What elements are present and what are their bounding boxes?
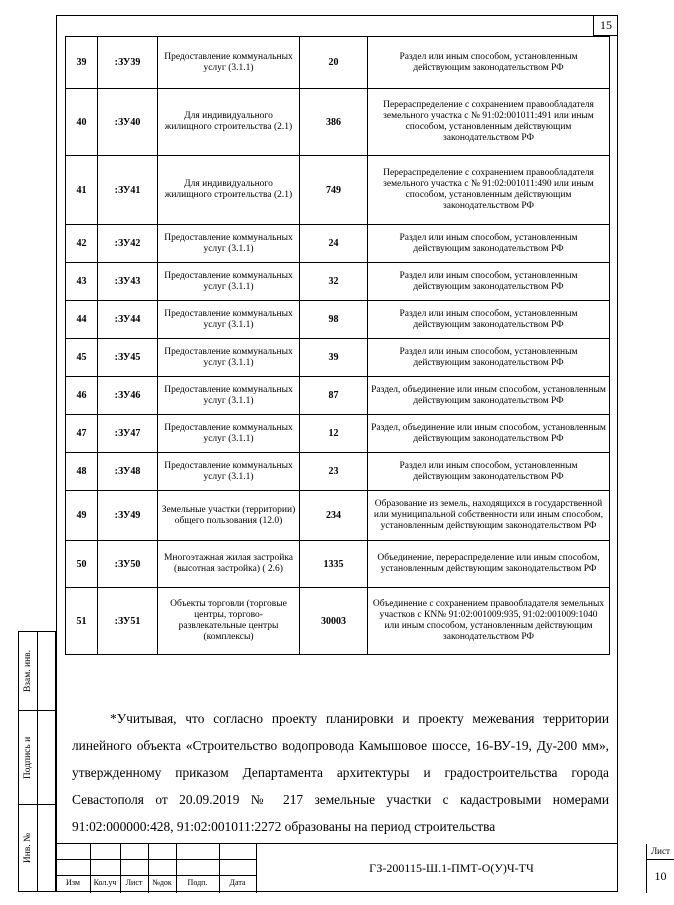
- permitted-use: Предоставление коммунальных услуг (3.1.1): [158, 377, 300, 415]
- formation-method: Раздел, объединение или иным способом, установленным действующим законодательством РФ: [368, 377, 610, 415]
- table-row: [66, 491, 610, 541]
- tb-col-koluch: Кол.уч: [93, 878, 117, 887]
- plot-area: 98: [300, 301, 368, 339]
- permitted-use: Объекты торговли (торговые центры, торгово-развлекательные центры (комплексы): [158, 588, 300, 655]
- row-number: 50: [66, 541, 98, 588]
- plot-code: :ЗУ42: [98, 225, 158, 263]
- table-row: [66, 37, 610, 89]
- permitted-use: Предоставление коммунальных услуг (3.1.1): [158, 263, 300, 301]
- permitted-use: Предоставление коммунальных услуг (3.1.1): [158, 339, 300, 377]
- note-paragraph: [72, 705, 609, 840]
- side-stamp-inv: [18, 805, 56, 892]
- sheet-number: 10: [654, 869, 667, 883]
- land-plots-table: [65, 36, 610, 655]
- formation-method: Перераспределение с сохранением правообладателя земельного участка с № 91:02:001011:491 или иным способом, установленным действующим законодательством РФ: [368, 89, 610, 156]
- row-number: 45: [66, 339, 98, 377]
- table-row: [66, 301, 610, 339]
- plot-code: :ЗУ45: [98, 339, 158, 377]
- plot-code: :ЗУ39: [98, 37, 158, 89]
- plot-code: :ЗУ46: [98, 377, 158, 415]
- permitted-use: Предоставление коммунальных услуг (3.1.1): [158, 37, 300, 89]
- tb-col-data: Дата: [229, 878, 246, 887]
- plot-area: 39: [300, 339, 368, 377]
- title-block: [56, 843, 670, 892]
- tb-col-list: Лист: [125, 878, 143, 887]
- permitted-use: Для индивидуального жилищного строительства (2.1): [158, 89, 300, 156]
- permitted-use: Для индивидуального жилищного строительства (2.1): [158, 156, 300, 225]
- side-label-vzam: Взам. инв.: [23, 649, 34, 693]
- plot-area: 23: [300, 453, 368, 491]
- formation-method: Образование из земель, находящихся в государственной или муниципальной собственности или иным способом, установленным действующим законодательством РФ: [368, 491, 610, 541]
- table-row: [66, 377, 610, 415]
- row-number: 42: [66, 225, 98, 263]
- plot-area: 24: [300, 225, 368, 263]
- plot-area: 12: [300, 415, 368, 453]
- note-text: *Учитывая, что согласно проекту планировки и проекту межевания территории линейного объекта «Строительство водопровода Камышовое шоссе, 16-ВУ-19, Ду-200 мм», утвержденному приказом Департамента архитектуры и градостроительства города Севастополя от 20.09.2019 № 217 земельные участки с кадастровыми номерами 91:02:000000:428, 91:02:001011:2272 образованы на период строительства: [72, 711, 609, 834]
- row-number: 51: [66, 588, 98, 655]
- table-row: [66, 225, 610, 263]
- row-number: 47: [66, 415, 98, 453]
- formation-method: Раздел, объединение или иным способом, установленным действующим законодательством РФ: [368, 415, 610, 453]
- page-number-top: 15: [593, 15, 618, 36]
- plot-code: :ЗУ44: [98, 301, 158, 339]
- formation-method: Раздел или иным способом, установленным действующим законодательством РФ: [368, 37, 610, 89]
- plot-code: :ЗУ43: [98, 263, 158, 301]
- row-number: 39: [66, 37, 98, 89]
- plot-area: 749: [300, 156, 368, 225]
- permitted-use: Земельные участки (территории) общего пользования (12.0): [158, 491, 300, 541]
- plot-code: :ЗУ47: [98, 415, 158, 453]
- formation-method: Раздел или иным способом, установленным действующим законодательством РФ: [368, 301, 610, 339]
- plot-code: :ЗУ49: [98, 491, 158, 541]
- tb-col-izm: Изм: [66, 878, 80, 887]
- formation-method: Объединение, перераспределение или иным способом, установленным действующим законодательством РФ: [368, 541, 610, 588]
- plot-area: 1335: [300, 541, 368, 588]
- side-label-inv: Инв. №: [23, 832, 33, 864]
- table-row: [66, 415, 610, 453]
- permitted-use: Многоэтажная жилая застройка (высотная застройка) ( 2.6): [158, 541, 300, 588]
- formation-method: Перераспределение с сохранением правообладателя земельного участка с № 91:02:001011:490 или иным способом, установленным действующим законодательством РФ: [368, 156, 610, 225]
- plot-area: 30003: [300, 588, 368, 655]
- plot-area: 87: [300, 377, 368, 415]
- side-stamp-vzam: [18, 631, 56, 711]
- plot-code: :ЗУ41: [98, 156, 158, 225]
- sheet-box: [646, 844, 674, 893]
- row-number: 48: [66, 453, 98, 491]
- plot-area: 386: [300, 89, 368, 156]
- row-number: 43: [66, 263, 98, 301]
- side-label-podpis: Подпись и: [23, 736, 34, 779]
- plot-area: 234: [300, 491, 368, 541]
- permitted-use: Предоставление коммунальных услуг (3.1.1): [158, 301, 300, 339]
- table-row: [66, 89, 610, 156]
- plot-code: :ЗУ51: [98, 588, 158, 655]
- permitted-use: Предоставление коммунальных услуг (3.1.1): [158, 225, 300, 263]
- permitted-use: Предоставление коммунальных услуг (3.1.1): [158, 415, 300, 453]
- side-stamp-podpis: [18, 711, 56, 805]
- permitted-use: Предоставление коммунальных услуг (3.1.1): [158, 453, 300, 491]
- table-row: [66, 588, 610, 655]
- document-code: ГЗ-200115-Ш.1-ПМТ-О(У)Ч-ТЧ: [256, 844, 646, 893]
- row-number: 41: [66, 156, 98, 225]
- row-number: 44: [66, 301, 98, 339]
- formation-method: Раздел или иным способом, установленным действующим законодательством РФ: [368, 225, 610, 263]
- row-number: 46: [66, 377, 98, 415]
- formation-method: Объединение с сохранением правообладателя земельных участков с КN№ 91:02:001009:935, 91:02:001009:1040 или иным способом, установленным действующим законодательством РФ: [368, 588, 610, 655]
- formation-method: Раздел или иным способом, установленным действующим законодательством РФ: [368, 453, 610, 491]
- tb-col-podp: Подп.: [187, 878, 208, 887]
- table-row: [66, 339, 610, 377]
- formation-method: Раздел или иным способом, установленным действующим законодательством РФ: [368, 339, 610, 377]
- plot-area: 32: [300, 263, 368, 301]
- sheet-label: Лист: [647, 844, 674, 860]
- formation-method: Раздел или иным способом, установленным действующим законодательством РФ: [368, 263, 610, 301]
- row-number: 49: [66, 491, 98, 541]
- plot-area: 20: [300, 37, 368, 89]
- row-number: 40: [66, 89, 98, 156]
- plot-code: :ЗУ50: [98, 541, 158, 588]
- plot-code: :ЗУ48: [98, 453, 158, 491]
- tb-col-ndok: №док: [152, 878, 172, 887]
- plot-code: :ЗУ40: [98, 89, 158, 156]
- table-row: [66, 263, 610, 301]
- table-row: [66, 156, 610, 225]
- table-row: [66, 541, 610, 588]
- table-row: [66, 453, 610, 491]
